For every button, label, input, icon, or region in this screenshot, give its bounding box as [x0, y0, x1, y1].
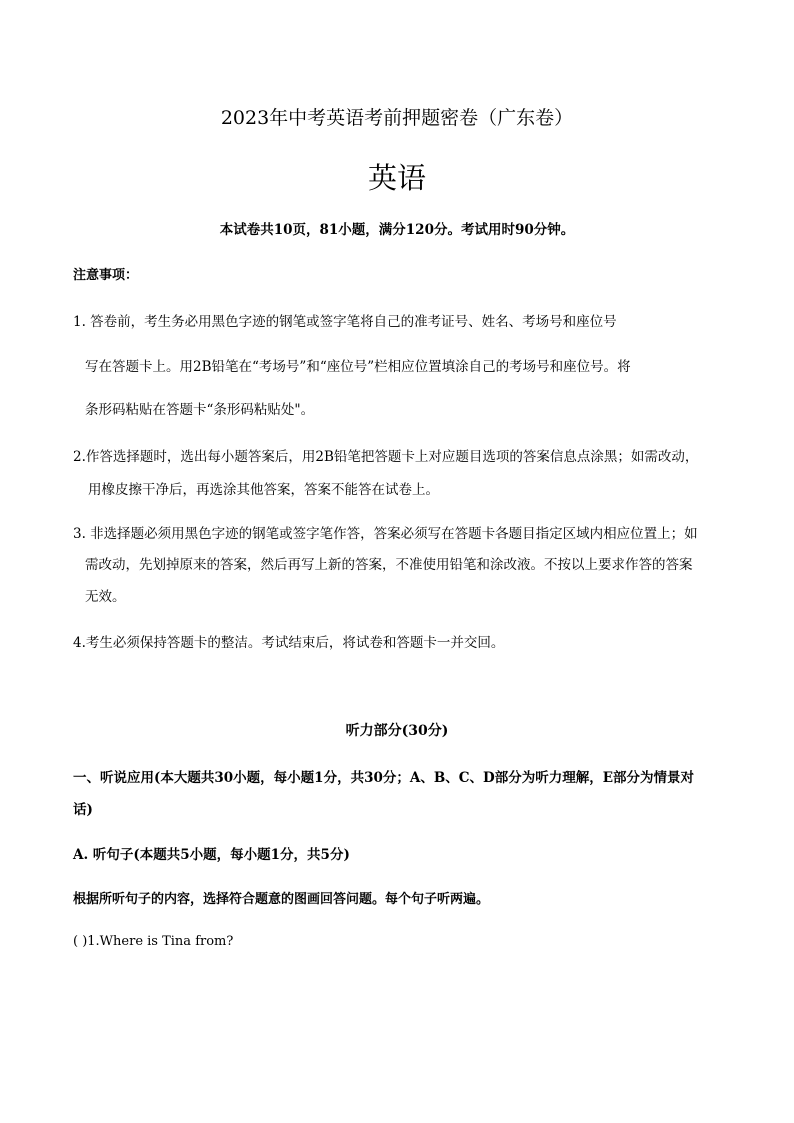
note-line: 需改动，先划掉原来的答案，然后再写上新的答案，不准使用铅笔和涂改液。不按以上要求作答的答案	[85, 557, 693, 573]
note-line: 用橡皮擦干净后，再选涂其他答案，答案不能答在试卷上。	[88, 482, 439, 498]
question-1: ( )1.Where is Tina from?	[73, 934, 234, 949]
note-line: 1. 答卷前，考生务必用黑色字迹的钢笔或签字笔将自己的准考证号、姓名、考场号和座位号	[73, 314, 617, 330]
listening-title: 听力部分(30分)	[345, 723, 449, 739]
section-title-continued: 话)	[73, 802, 93, 818]
part-a-instruction: 根据所听句子的内容，选择符合题意的图画回答问题。每个句子听两遍。	[73, 892, 490, 907]
exam-info: 本试卷共10页，81小题，满分120分。考试用时90分钟。	[219, 222, 575, 238]
subject-heading: 英语	[367, 161, 426, 195]
note-line: 无效。	[85, 589, 126, 605]
notes-title: 注意事项：	[73, 268, 139, 283]
note-line: 4.考生必须保持答题卡的整洁。考试结束后，将试卷和答题卡一并交回。	[73, 635, 505, 651]
section-title: 一、听说应用(本大题共30小题，每小题1分，共30分；A、B、C、D部分为听力理解，E部分为情景对	[73, 770, 694, 786]
note-line: 2.作答选择题时，选出每小题答案后，用2B铅笔把答题卡上对应题目选项的答案信息点涂黑；如需改动，	[73, 449, 699, 465]
exam-title: 2023年中考英语考前押题密卷（广东卷）	[220, 107, 574, 129]
note-line: 3. 非选择题必须用黑色字迹的钢笔或签字笔作答，答案必须写在答题卡各题目指定区域内相应位置上；如	[73, 526, 698, 542]
part-a-title: A. 听句子(本题共5小题，每小题1分，共5分)	[73, 847, 350, 863]
note-line: 条形码粘贴在答题卡“条形码粘贴处"。	[85, 402, 315, 418]
note-line: 写在答题卡上。用2B铅笔在“考场号”和“座位号”栏相应位置填涂自己的考场号和座位号。将	[85, 359, 631, 375]
